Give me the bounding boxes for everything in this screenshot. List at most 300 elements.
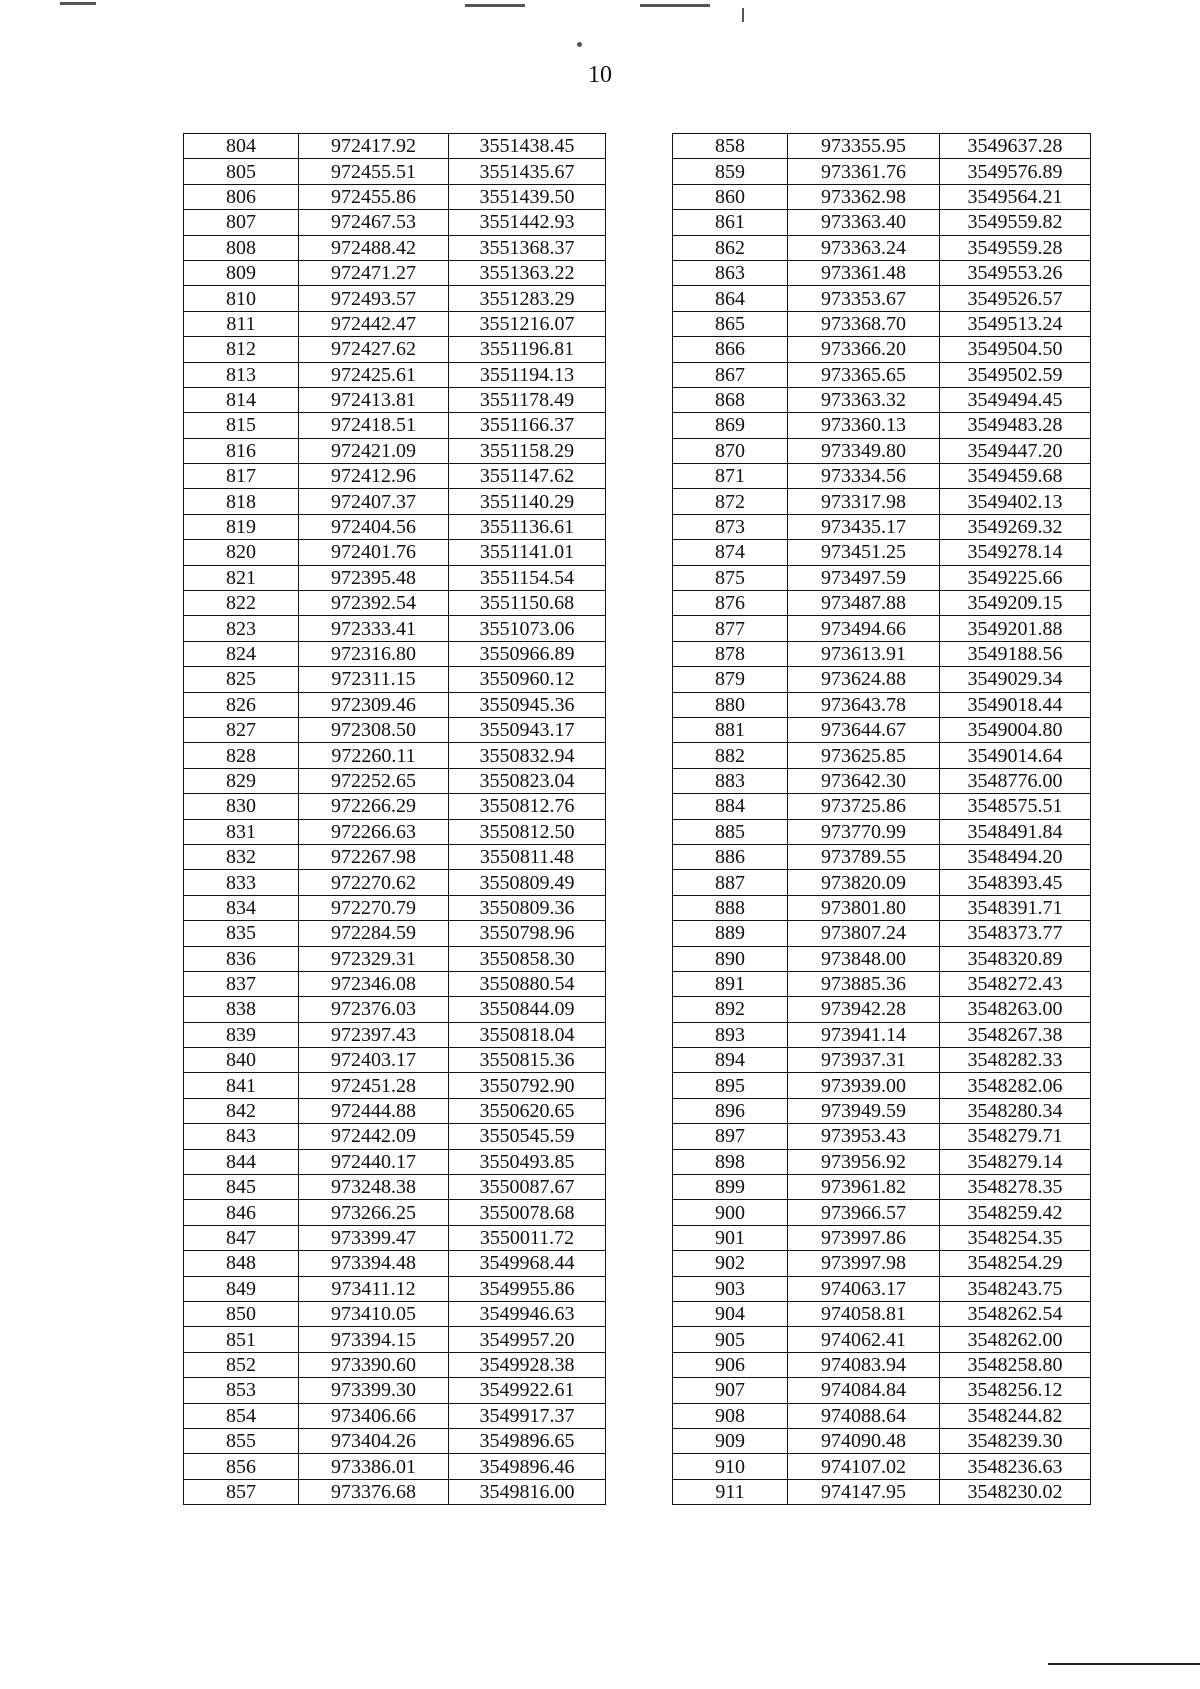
table-row: [184, 1352, 606, 1377]
y-coordinate-cell: 3549955.86: [449, 1276, 606, 1301]
table-row: [184, 540, 606, 565]
y-coordinate-cell: 3550858.30: [449, 946, 606, 971]
point-number-cell: 887: [673, 870, 788, 895]
x-coordinate-cell: 973399.47: [299, 1225, 449, 1250]
y-coordinate-cell: 3550880.54: [449, 971, 606, 996]
x-coordinate-cell: 973997.98: [788, 1251, 940, 1276]
table-row: [184, 997, 606, 1022]
y-coordinate-cell: 3551442.93: [449, 210, 606, 235]
point-number-cell: 856: [184, 1454, 299, 1479]
y-coordinate-cell: 3550945.36: [449, 692, 606, 717]
x-coordinate-cell: 972333.41: [299, 616, 449, 641]
x-coordinate-cell: 974063.17: [788, 1276, 940, 1301]
y-coordinate-cell: 3550815.36: [449, 1048, 606, 1073]
point-number-cell: 840: [184, 1048, 299, 1073]
x-coordinate-cell: 972267.98: [299, 844, 449, 869]
point-number-cell: 804: [184, 134, 299, 159]
y-coordinate-cell: 3549004.80: [940, 717, 1091, 742]
y-coordinate-cell: 3549459.68: [940, 464, 1091, 489]
x-coordinate-cell: 973942.28: [788, 997, 940, 1022]
table-row: [184, 184, 606, 209]
point-number-cell: 829: [184, 768, 299, 793]
x-coordinate-cell: 973770.99: [788, 819, 940, 844]
table-row: [673, 1251, 1091, 1276]
x-coordinate-cell: 973941.14: [788, 1022, 940, 1047]
point-number-cell: 865: [673, 311, 788, 336]
point-number-cell: 872: [673, 489, 788, 514]
table-row: [673, 870, 1091, 895]
table-row: [184, 438, 606, 463]
y-coordinate-cell: 3550798.96: [449, 921, 606, 946]
y-coordinate-cell: 3549014.64: [940, 743, 1091, 768]
table-row: [184, 235, 606, 260]
table-row: [184, 1276, 606, 1301]
table-row: [184, 616, 606, 641]
y-coordinate-cell: 3548494.20: [940, 844, 1091, 869]
table-row: [184, 1124, 606, 1149]
x-coordinate-cell: 973789.55: [788, 844, 940, 869]
y-coordinate-cell: 3549188.56: [940, 641, 1091, 666]
y-coordinate-cell: 3551136.61: [449, 514, 606, 539]
point-number-cell: 895: [673, 1073, 788, 1098]
page-number: 10: [588, 62, 612, 88]
table-row: [184, 692, 606, 717]
point-number-cell: 814: [184, 387, 299, 412]
table-row: [673, 565, 1091, 590]
x-coordinate-cell: 974083.94: [788, 1352, 940, 1377]
point-number-cell: 824: [184, 641, 299, 666]
point-number-cell: 827: [184, 717, 299, 742]
point-number-cell: 811: [184, 311, 299, 336]
table-row: [184, 134, 606, 159]
y-coordinate-cell: 3549526.57: [940, 286, 1091, 311]
point-number-cell: 833: [184, 870, 299, 895]
point-number-cell: 911: [673, 1479, 788, 1504]
point-number-cell: 841: [184, 1073, 299, 1098]
point-number-cell: 904: [673, 1301, 788, 1326]
y-coordinate-cell: 3549559.82: [940, 210, 1091, 235]
y-coordinate-cell: 3549402.13: [940, 489, 1091, 514]
table-row: [673, 946, 1091, 971]
y-coordinate-cell: 3549946.63: [449, 1301, 606, 1326]
x-coordinate-cell: 972455.86: [299, 184, 449, 209]
table-row: [184, 159, 606, 184]
table-row: [184, 1225, 606, 1250]
x-coordinate-cell: 973956.92: [788, 1149, 940, 1174]
x-coordinate-cell: 973361.48: [788, 260, 940, 285]
table-row: [184, 921, 606, 946]
x-coordinate-cell: 973404.26: [299, 1428, 449, 1453]
x-coordinate-cell: 973386.01: [299, 1454, 449, 1479]
x-coordinate-cell: 973966.57: [788, 1200, 940, 1225]
x-coordinate-cell: 972397.43: [299, 1022, 449, 1047]
table-row: [184, 717, 606, 742]
table-row: [184, 1251, 606, 1276]
table-row: [673, 235, 1091, 260]
table-row: [673, 210, 1091, 235]
table-row: [184, 1454, 606, 1479]
table-row: [184, 1048, 606, 1073]
x-coordinate-cell: 973411.12: [299, 1276, 449, 1301]
x-coordinate-cell: 972284.59: [299, 921, 449, 946]
y-coordinate-cell: 3548272.43: [940, 971, 1091, 996]
table-row: [673, 1403, 1091, 1428]
y-coordinate-cell: 3548259.42: [940, 1200, 1091, 1225]
point-number-cell: 906: [673, 1352, 788, 1377]
y-coordinate-cell: 3551435.67: [449, 159, 606, 184]
point-number-cell: 828: [184, 743, 299, 768]
x-coordinate-cell: 973848.00: [788, 946, 940, 971]
x-coordinate-cell: 974147.95: [788, 1479, 940, 1504]
y-coordinate-cell: 3550823.04: [449, 768, 606, 793]
table-row: [184, 794, 606, 819]
table-row: [673, 1454, 1091, 1479]
point-number-cell: 896: [673, 1098, 788, 1123]
y-coordinate-cell: 3548391.71: [940, 895, 1091, 920]
y-coordinate-cell: 3548262.00: [940, 1327, 1091, 1352]
point-number-cell: 901: [673, 1225, 788, 1250]
x-coordinate-cell: 972427.62: [299, 337, 449, 362]
point-number-cell: 898: [673, 1149, 788, 1174]
y-coordinate-cell: 3549494.45: [940, 387, 1091, 412]
y-coordinate-cell: 3548243.75: [940, 1276, 1091, 1301]
point-number-cell: 844: [184, 1149, 299, 1174]
x-coordinate-cell: 972403.17: [299, 1048, 449, 1073]
table-row: [184, 514, 606, 539]
x-coordinate-cell: 973807.24: [788, 921, 940, 946]
x-coordinate-cell: 974107.02: [788, 1454, 940, 1479]
point-number-cell: 868: [673, 387, 788, 412]
point-number-cell: 855: [184, 1428, 299, 1453]
point-number-cell: 880: [673, 692, 788, 717]
table-row: [184, 286, 606, 311]
y-coordinate-cell: 3550844.09: [449, 997, 606, 1022]
table-row: [184, 1403, 606, 1428]
scan-speck: [60, 2, 96, 5]
y-coordinate-cell: 3548244.82: [940, 1403, 1091, 1428]
x-coordinate-cell: 972493.57: [299, 286, 449, 311]
y-coordinate-cell: 3551166.37: [449, 413, 606, 438]
point-number-cell: 817: [184, 464, 299, 489]
x-coordinate-cell: 973399.30: [299, 1378, 449, 1403]
table-row: [184, 1149, 606, 1174]
x-coordinate-cell: 973801.80: [788, 895, 940, 920]
point-number-cell: 873: [673, 514, 788, 539]
point-number-cell: 834: [184, 895, 299, 920]
y-coordinate-cell: 3548575.51: [940, 794, 1091, 819]
x-coordinate-cell: 973725.86: [788, 794, 940, 819]
point-number-cell: 816: [184, 438, 299, 463]
point-number-cell: 869: [673, 413, 788, 438]
x-coordinate-cell: 973363.32: [788, 387, 940, 412]
point-number-cell: 870: [673, 438, 788, 463]
y-coordinate-cell: 3549018.44: [940, 692, 1091, 717]
x-coordinate-cell: 973334.56: [788, 464, 940, 489]
y-coordinate-cell: 3548254.35: [940, 1225, 1091, 1250]
point-number-cell: 809: [184, 260, 299, 285]
point-number-cell: 851: [184, 1327, 299, 1352]
point-number-cell: 845: [184, 1175, 299, 1200]
y-coordinate-cell: 3551150.68: [449, 591, 606, 616]
x-coordinate-cell: 973353.67: [788, 286, 940, 311]
x-coordinate-cell: 973406.66: [299, 1403, 449, 1428]
table-row: [673, 1428, 1091, 1453]
x-coordinate-cell: 973410.05: [299, 1301, 449, 1326]
table-row: [184, 1301, 606, 1326]
point-number-cell: 889: [673, 921, 788, 946]
x-coordinate-cell: 973365.65: [788, 362, 940, 387]
y-coordinate-cell: 3548373.77: [940, 921, 1091, 946]
point-number-cell: 857: [184, 1479, 299, 1504]
point-number-cell: 874: [673, 540, 788, 565]
table-row: [184, 337, 606, 362]
point-number-cell: 831: [184, 819, 299, 844]
footer-rule: [1048, 1663, 1200, 1665]
y-coordinate-cell: 3550493.85: [449, 1149, 606, 1174]
point-number-cell: 897: [673, 1124, 788, 1149]
table-row: [673, 413, 1091, 438]
x-coordinate-cell: 972444.88: [299, 1098, 449, 1123]
x-coordinate-cell: 972270.62: [299, 870, 449, 895]
table-row: [184, 946, 606, 971]
point-number-cell: 905: [673, 1327, 788, 1352]
y-coordinate-cell: 3548282.06: [940, 1073, 1091, 1098]
table-row: [673, 768, 1091, 793]
y-coordinate-cell: 3549637.28: [940, 134, 1091, 159]
x-coordinate-cell: 972421.09: [299, 438, 449, 463]
table-row: [673, 362, 1091, 387]
y-coordinate-cell: 3549504.50: [940, 337, 1091, 362]
table-row: [184, 870, 606, 895]
x-coordinate-cell: 973939.00: [788, 1073, 940, 1098]
table-row: [673, 1352, 1091, 1377]
y-coordinate-cell: 3548279.14: [940, 1149, 1091, 1174]
y-coordinate-cell: 3550811.48: [449, 844, 606, 869]
point-number-cell: 847: [184, 1225, 299, 1250]
x-coordinate-cell: 972309.46: [299, 692, 449, 717]
y-coordinate-cell: 3549896.65: [449, 1428, 606, 1453]
point-number-cell: 810: [184, 286, 299, 311]
y-coordinate-cell: 3551140.29: [449, 489, 606, 514]
y-coordinate-cell: 3550812.76: [449, 794, 606, 819]
x-coordinate-cell: 972270.79: [299, 895, 449, 920]
x-coordinate-cell: 972316.80: [299, 641, 449, 666]
table-row: [673, 997, 1091, 1022]
x-coordinate-cell: 972407.37: [299, 489, 449, 514]
y-coordinate-cell: 3548254.29: [940, 1251, 1091, 1276]
y-coordinate-cell: 3551216.07: [449, 311, 606, 336]
y-coordinate-cell: 3551439.50: [449, 184, 606, 209]
y-coordinate-cell: 3549576.89: [940, 159, 1091, 184]
point-number-cell: 893: [673, 1022, 788, 1047]
y-coordinate-cell: 3548262.54: [940, 1301, 1091, 1326]
y-coordinate-cell: 3549483.28: [940, 413, 1091, 438]
table-row: [184, 1073, 606, 1098]
y-coordinate-cell: 3548239.30: [940, 1428, 1091, 1453]
x-coordinate-cell: 973349.80: [788, 438, 940, 463]
x-coordinate-cell: 973394.48: [299, 1251, 449, 1276]
x-coordinate-cell: 973625.85: [788, 743, 940, 768]
point-number-cell: 892: [673, 997, 788, 1022]
point-number-cell: 888: [673, 895, 788, 920]
x-coordinate-cell: 972442.47: [299, 311, 449, 336]
table-row: [184, 362, 606, 387]
table-row: [184, 1327, 606, 1352]
point-number-cell: 852: [184, 1352, 299, 1377]
point-number-cell: 820: [184, 540, 299, 565]
x-coordinate-cell: 973937.31: [788, 1048, 940, 1073]
table-row: [673, 1124, 1091, 1149]
scan-speck: [577, 42, 582, 47]
y-coordinate-cell: 3548258.80: [940, 1352, 1091, 1377]
y-coordinate-cell: 3550011.72: [449, 1225, 606, 1250]
y-coordinate-cell: 3548393.45: [940, 870, 1091, 895]
table-row: [184, 1022, 606, 1047]
y-coordinate-cell: 3550078.68: [449, 1200, 606, 1225]
x-coordinate-cell: 973317.98: [788, 489, 940, 514]
scan-speck: [742, 8, 744, 22]
point-number-cell: 806: [184, 184, 299, 209]
x-coordinate-cell: 972252.65: [299, 768, 449, 793]
y-coordinate-cell: 3549269.32: [940, 514, 1091, 539]
table-row: [184, 1098, 606, 1123]
point-number-cell: 883: [673, 768, 788, 793]
x-coordinate-cell: 972418.51: [299, 413, 449, 438]
point-number-cell: 836: [184, 946, 299, 971]
x-coordinate-cell: 973363.24: [788, 235, 940, 260]
table-row: [673, 1073, 1091, 1098]
point-number-cell: 882: [673, 743, 788, 768]
x-coordinate-cell: 973266.25: [299, 1200, 449, 1225]
point-number-cell: 825: [184, 667, 299, 692]
y-coordinate-cell: 3549564.21: [940, 184, 1091, 209]
x-coordinate-cell: 973644.67: [788, 717, 940, 742]
y-coordinate-cell: 3551158.29: [449, 438, 606, 463]
point-number-cell: 862: [673, 235, 788, 260]
x-coordinate-cell: 973613.91: [788, 641, 940, 666]
table-row: [673, 1276, 1091, 1301]
point-number-cell: 859: [673, 159, 788, 184]
table-row: [673, 616, 1091, 641]
point-number-cell: 848: [184, 1251, 299, 1276]
x-coordinate-cell: 972471.27: [299, 260, 449, 285]
y-coordinate-cell: 3551141.01: [449, 540, 606, 565]
point-number-cell: 907: [673, 1378, 788, 1403]
table-row: [673, 438, 1091, 463]
x-coordinate-cell: 972417.92: [299, 134, 449, 159]
x-coordinate-cell: 974058.81: [788, 1301, 940, 1326]
point-number-cell: 839: [184, 1022, 299, 1047]
point-number-cell: 861: [673, 210, 788, 235]
x-coordinate-cell: 973451.25: [788, 540, 940, 565]
x-coordinate-cell: 973435.17: [788, 514, 940, 539]
point-number-cell: 875: [673, 565, 788, 590]
x-coordinate-cell: 973949.59: [788, 1098, 940, 1123]
table-row: [673, 134, 1091, 159]
point-number-cell: 902: [673, 1251, 788, 1276]
point-number-cell: 832: [184, 844, 299, 869]
table-row: [184, 1428, 606, 1453]
table-row: [673, 1479, 1091, 1504]
x-coordinate-cell: 974062.41: [788, 1327, 940, 1352]
x-coordinate-cell: 973355.95: [788, 134, 940, 159]
table-row: [673, 286, 1091, 311]
x-coordinate-cell: 972266.29: [299, 794, 449, 819]
y-coordinate-cell: 3549553.26: [940, 260, 1091, 285]
table-row: [673, 844, 1091, 869]
point-number-cell: 885: [673, 819, 788, 844]
table-row: [673, 1200, 1091, 1225]
x-coordinate-cell: 973361.76: [788, 159, 940, 184]
table-row: [184, 844, 606, 869]
table-row: [673, 1098, 1091, 1123]
point-number-cell: 864: [673, 286, 788, 311]
table-row: [184, 565, 606, 590]
point-number-cell: 846: [184, 1200, 299, 1225]
table-row: [673, 1327, 1091, 1352]
y-coordinate-cell: 3548776.00: [940, 768, 1091, 793]
point-number-cell: 876: [673, 591, 788, 616]
point-number-cell: 903: [673, 1276, 788, 1301]
table-row: [673, 1301, 1091, 1326]
y-coordinate-cell: 3549225.66: [940, 565, 1091, 590]
point-number-cell: 886: [673, 844, 788, 869]
y-coordinate-cell: 3548256.12: [940, 1378, 1091, 1403]
table-row: [673, 794, 1091, 819]
x-coordinate-cell: 973642.30: [788, 768, 940, 793]
y-coordinate-cell: 3551178.49: [449, 387, 606, 412]
x-coordinate-cell: 973376.68: [299, 1479, 449, 1504]
point-number-cell: 909: [673, 1428, 788, 1453]
point-number-cell: 822: [184, 591, 299, 616]
y-coordinate-cell: 3550620.65: [449, 1098, 606, 1123]
point-number-cell: 819: [184, 514, 299, 539]
point-number-cell: 884: [673, 794, 788, 819]
y-coordinate-cell: 3548263.00: [940, 997, 1091, 1022]
table-row: [673, 311, 1091, 336]
x-coordinate-cell: 972392.54: [299, 591, 449, 616]
y-coordinate-cell: 3549968.44: [449, 1251, 606, 1276]
point-number-cell: 843: [184, 1124, 299, 1149]
x-coordinate-cell: 973366.20: [788, 337, 940, 362]
point-number-cell: 808: [184, 235, 299, 260]
x-coordinate-cell: 972442.09: [299, 1124, 449, 1149]
x-coordinate-cell: 973360.13: [788, 413, 940, 438]
point-number-cell: 900: [673, 1200, 788, 1225]
point-number-cell: 823: [184, 616, 299, 641]
x-coordinate-cell: 973363.40: [788, 210, 940, 235]
y-coordinate-cell: 3551194.13: [449, 362, 606, 387]
point-number-cell: 867: [673, 362, 788, 387]
y-coordinate-cell: 3550087.67: [449, 1175, 606, 1200]
table-row: [673, 819, 1091, 844]
point-number-cell: 821: [184, 565, 299, 590]
y-coordinate-cell: 3549896.46: [449, 1454, 606, 1479]
table-row: [673, 184, 1091, 209]
table-row: [673, 1048, 1091, 1073]
x-coordinate-cell: 972412.96: [299, 464, 449, 489]
x-coordinate-cell: 973820.09: [788, 870, 940, 895]
point-number-cell: 863: [673, 260, 788, 285]
y-coordinate-cell: 3549209.15: [940, 591, 1091, 616]
table-row: [673, 895, 1091, 920]
table-row: [184, 311, 606, 336]
point-number-cell: 807: [184, 210, 299, 235]
point-number-cell: 805: [184, 159, 299, 184]
x-coordinate-cell: 973487.88: [788, 591, 940, 616]
y-coordinate-cell: 3548320.89: [940, 946, 1091, 971]
point-number-cell: 860: [673, 184, 788, 209]
